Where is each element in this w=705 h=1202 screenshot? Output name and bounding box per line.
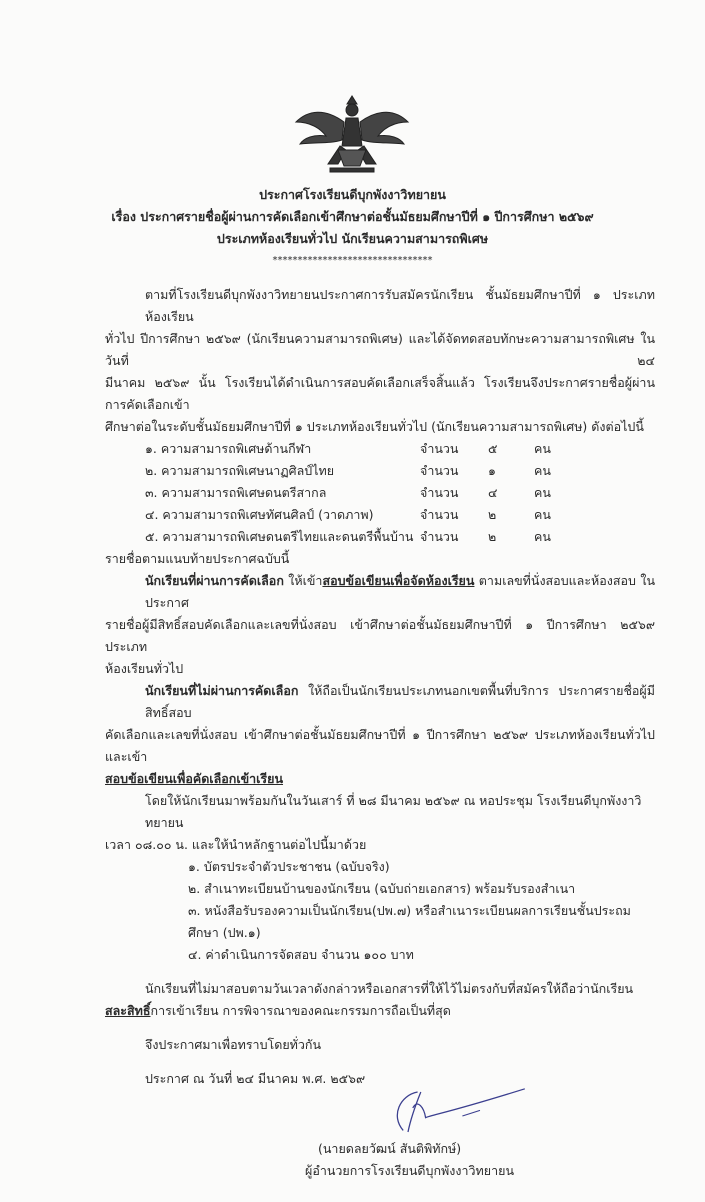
category-unit: คน (534, 507, 551, 522)
category-unit: คน (534, 529, 551, 544)
failed-line-2: คัดเลือกและเลขที่นั่งสอบ เข้าศึกษาต่อชั้นมัธยมศึกษาปีที่ ๑ ปีการศึกษา ๒๕๖๙ ประเภทห้องเรียนทั่วไป และเข้า (105, 727, 655, 764)
category-row (105, 504, 655, 526)
document-item: ๔. ค่าดำเนินการจัดสอบ จำนวน ๑๐๐ บาท (188, 947, 414, 962)
schedule-line-2: เวลา ๐๘.๐๐ น. และให้นำหลักฐานต่อไปนี้มาด้วย (105, 837, 367, 852)
category-name: ๑. ความสามารถพิเศษด้านกีฬา (145, 441, 312, 456)
failed-line-3: สอบข้อเขียนเพื่อคัดเลือกเข้าเรียน (105, 771, 284, 786)
passed-line-3: ห้องเรียนทั่วไป (105, 661, 184, 676)
passed-exam-emphasis: สอบข้อเขียนเพื่อจัดห้องเรียน (322, 573, 475, 588)
required-documents-list (105, 856, 655, 966)
category-label: จำนวน (420, 441, 459, 456)
failed-heading: นักเรียนที่ไม่ผ่านการคัดเลือก (145, 683, 299, 698)
category-row (105, 460, 655, 482)
category-count: ๑ (488, 463, 496, 478)
header-line-1: ประกาศโรงเรียนดีบุกพังงาวิทยายน (259, 187, 446, 202)
forfeit-emphasis: สละสิทธิ์ (105, 1003, 151, 1018)
document-item: ๓. หนังสือรับรองความเป็นนักเรียน(ปพ.๗) หรือสำเนาระเบียนผลการเรียนชั้นประถมศึกษา (ปพ.๑) (188, 903, 631, 940)
closing: จึงประกาศมาเพื่อทราบโดยทั่วกัน (145, 1037, 322, 1052)
category-name: ๒. ความสามารถพิเศษนาฏศิลป์ไทย (145, 463, 335, 478)
intro-line-4: ศึกษาต่อในระดับชั้นมัธยมศึกษาปีที่ ๑ ประเภทห้องเรียนทั่วไป (นักเรียนความสามารถพิเศษ) ดังต่อไปนี้ (105, 419, 644, 434)
passed-line-2: รายชื่อผู้มีสิทธิ์สอบคัดเลือกและเลขที่นั่งสอบ เข้าศึกษาต่อชั้นมัธยมศึกษาปีที่ ๑ ปีการศึกษา ๒๕๖๙ ประเภท (105, 617, 655, 654)
signature (348, 1084, 548, 1140)
document-body (105, 178, 655, 1202)
category-list (105, 438, 655, 548)
announcement-date: ประกาศ ณ วันที่ ๒๔ มีนาคม พ.ศ. ๒๕๖๙ (145, 1071, 366, 1086)
garuda-emblem-icon (290, 0, 415, 178)
signer-position: ผู้อำนวยการโรงเรียนดีบุกพังงาวิทยายน (305, 1163, 514, 1178)
category-unit: คน (534, 441, 551, 456)
absent-text: การเข้าเรียน การพิจารณาของคณะกรรมการถือเป็นที่สุด (150, 1003, 451, 1018)
category-count: ๕ (488, 441, 498, 456)
intro-line-1: ตามที่โรงเรียนดีบุกพังงาวิทยายนประกาศการรับสมัครนักเรียน ชั้นมัธยมศึกษาปีที่ ๑ ประเภทห้องเรียน (145, 287, 655, 324)
passed-text: ตามเลขที่นั่งสอบและห้องสอบ ในประกาศ (145, 573, 656, 610)
category-unit: คน (534, 463, 551, 478)
header-line-2: เรื่อง ประกาศรายชื่อผู้ผ่านการคัดเลือกเข้าศึกษาต่อชั้นมัธยมศึกษาปีที่ ๑ ปีการศึกษา ๒๕๖๙ (111, 209, 594, 224)
category-count: ๔ (488, 485, 498, 500)
absent-line-1: นักเรียนที่ไม่มาสอบตามวันเวลาดังกล่าวหรือเอกสารที่ให้ไว้ไม่ตรงกับที่สมัครให้ถือว่านักเรียน (145, 981, 634, 996)
category-name: ๕. ความสามารถพิเศษดนตรีไทยและดนตรีพื้นบ้าน (145, 529, 414, 544)
category-name: ๔. ความสามารถพิเศษทัศนศิลป์ (วาดภาพ) (145, 507, 374, 522)
category-row (105, 482, 655, 504)
failed-line-1 (105, 680, 655, 724)
category-label: จำนวน (420, 485, 459, 500)
intro-line-2: ทั่วไป ปีการศึกษา ๒๕๖๙ (นักเรียนความสามารถพิเศษ) และได้จัดทดสอบทักษะความสามารถพิเศษ ในวันที่ ๒๔ (105, 331, 655, 368)
intro-line-3: มีนาคม ๒๕๖๙ นั้น โรงเรียนได้ดำเนินการสอบคัดเลือกเสร็จสิ้นแล้ว โรงเรียนจึงประกาศรายชื่อผู้ผ่านการคัดเลือกเข้า (105, 375, 655, 412)
document-item: ๑. บัตรประจำตัวประชาชน (ฉบับจริง) (188, 859, 390, 874)
passed-text: ให้เข้า (283, 573, 323, 588)
signer-name: (นายดลยวัฒน์ สันติพิทักษ์) (318, 1141, 462, 1156)
document-item: ๒. สำเนาทะเบียนบ้านของนักเรียน (ฉบับถ่ายเอกสาร) พร้อมรับรองสำเนา (188, 881, 576, 896)
category-label: จำนวน (420, 507, 459, 522)
failed-text: ให้ถือเป็นนักเรียนประเภทนอกเขตพื้นที่บริการ ประกาศรายชื่อผู้มีสิทธิ์สอบ (145, 683, 655, 720)
passed-line-1 (105, 570, 655, 614)
category-row (105, 438, 655, 460)
header-separator: ******************************** (272, 255, 433, 266)
category-count: ๒ (488, 507, 497, 522)
category-label: จำนวน (420, 463, 459, 478)
category-count: ๒ (488, 529, 497, 544)
category-unit: คน (534, 485, 551, 500)
category-label: จำนวน (420, 529, 459, 544)
header-line-3: ประเภทห้องเรียนทั่วไป นักเรียนความสามารถพิเศษ (216, 231, 489, 246)
signature-area (318, 1090, 655, 1138)
passed-heading: นักเรียนที่ผ่านการคัดเลือก (145, 573, 284, 588)
category-name: ๓. ความสามารถพิเศษดนตรีสากล (145, 485, 327, 500)
category-row (105, 526, 655, 548)
attachment-note: รายชื่อตามแนบท้ายประกาศฉบับนี้ (105, 551, 290, 566)
absent-line-2 (105, 1000, 655, 1022)
schedule-line-1: โดยให้นักเรียนมาพร้อมกันในวันเสาร์ ที่ ๒๘ มีนาคม ๒๕๖๙ ณ หอประชุม โรงเรียนดีบุกพังงาวิทยายน (145, 793, 642, 830)
